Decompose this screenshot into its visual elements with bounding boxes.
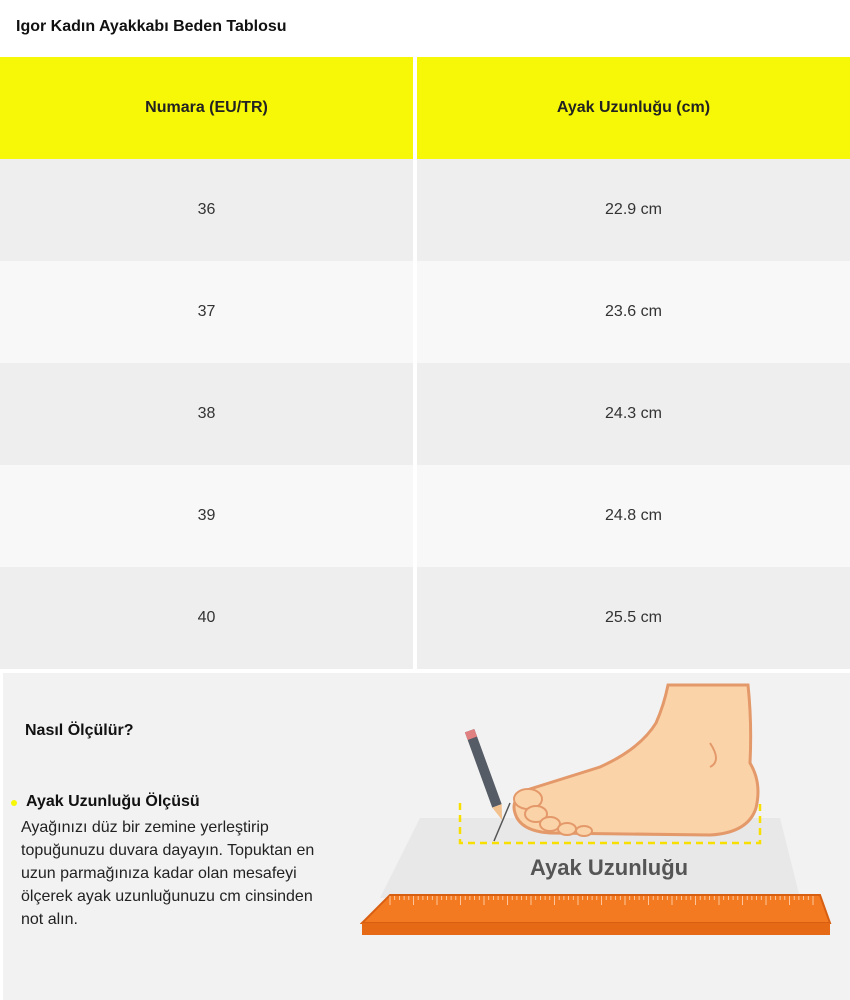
bullet-title: Ayak Uzunluğu Ölçüsü	[26, 793, 200, 810]
illustration-label: Ayak Uzunluğu	[530, 855, 689, 880]
length-cell: 23.6 cm	[417, 261, 850, 363]
pencil-icon	[465, 729, 507, 822]
size-table	[0, 57, 850, 669]
table-row	[0, 261, 850, 363]
size-cell: 39	[0, 465, 417, 567]
length-cell: 25.5 cm	[417, 567, 850, 669]
length-cell: 24.8 cm	[417, 465, 850, 567]
table-header-row	[0, 57, 850, 159]
bullet-icon	[11, 800, 17, 806]
table-row	[0, 159, 850, 261]
ruler-icon	[362, 895, 830, 935]
size-cell: 37	[0, 261, 417, 363]
toe-icon	[540, 817, 560, 831]
length-cell: 22.9 cm	[417, 159, 850, 261]
column-header-size: Numara (EU/TR)	[0, 57, 417, 159]
foot-measurement-illustration	[360, 683, 840, 943]
toe-icon	[576, 826, 592, 836]
size-cell: 36	[0, 159, 417, 261]
column-header-foot-length: Ayak Uzunluğu (cm)	[417, 57, 850, 159]
bullet-description: Ayağınızı düz bir zemine yerleştirip topuğunuzu duvara dayayın. Topuktan en uzun parmağınıza kadar olan mesafeyi ölçerek ayak uzunluğunuzu cm cinsinden not alın.	[21, 819, 315, 928]
how-to-measure-panel	[3, 673, 850, 1000]
toe-icon	[558, 823, 576, 835]
table-row	[0, 363, 850, 465]
size-cell: 40	[0, 567, 417, 669]
foot-icon	[514, 685, 758, 835]
length-cell: 24.3 cm	[417, 363, 850, 465]
size-cell: 38	[0, 363, 417, 465]
how-to-title: Nasıl Ölçülür?	[25, 722, 134, 739]
table-row	[0, 567, 850, 669]
page-title: Igor Kadın Ayakkabı Beden Tablosu	[16, 18, 287, 35]
table-row	[0, 465, 850, 567]
